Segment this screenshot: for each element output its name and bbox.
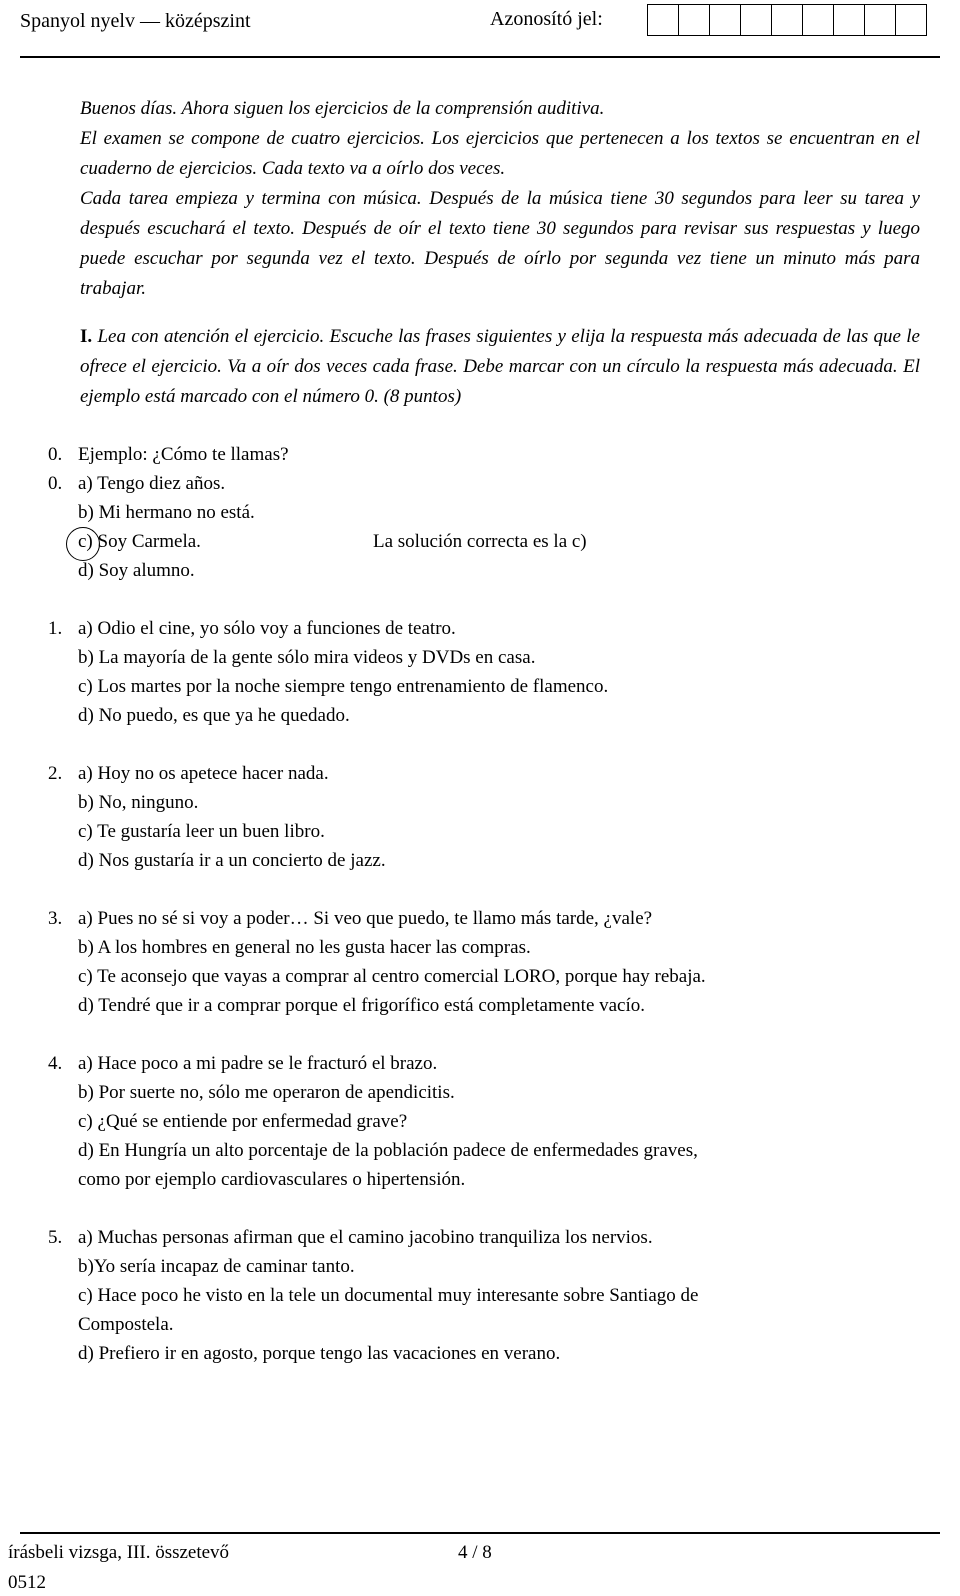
footer-exam-label: írásbeli vizsga, III. összetevő: [8, 1542, 230, 1563]
item-number: 0.: [48, 444, 63, 465]
option-text[interactable]: d) Tendré que ir a comprar porque el frigorífico está completamente vacío.: [78, 995, 646, 1016]
option-text[interactable]: d) Nos gustaría ir a un concierto de jazz.: [78, 850, 386, 871]
option-text[interactable]: b) A los hombres en general no les gusta hacer las compras.: [78, 937, 531, 958]
option-line: [48, 759, 918, 788]
option-line: [48, 1049, 918, 1078]
option-line: [48, 962, 918, 991]
question-list: [48, 440, 918, 1368]
id-label: Azonosító jel:: [490, 8, 603, 30]
intro-paragraph: Cada tarea empieza y termina con música. Después de la música tiene 30 segundos para leer su tarea y después escuchará el texto. Después de oír el texto tiene 30 segundos para revisar sus respuestas y luego puede escuchar por segunda vez el texto. Después de oírlo por segunda vez tiene un minuto más para trabajar.: [80, 188, 920, 299]
intro-paragraph: El examen se compone de cuatro ejercicios. Los ejercicios que pertenecen a los textos se encuentran en el cuaderno de ejercicios. Cada texto va a oírlo dos veces.: [80, 128, 920, 179]
option-line: [48, 498, 918, 527]
task-text: Lea con atención el ejercicio. Escuche las frases siguientes y elija la respuesta más adecuada de las que le ofrece el ejercicio. Va a oír dos veces cada frase. Debe marcar con un círculo la respuesta más adecuada. El ejemplo está marcado con el número 0. (8 puntos): [80, 326, 920, 407]
option-text[interactable]: b)Yo sería incapaz de caminar tanto.: [78, 1256, 355, 1277]
option-line: [48, 1107, 918, 1136]
item-number: 0.: [48, 473, 63, 494]
option-line: [48, 527, 918, 556]
option-text[interactable]: d) No puedo, es que ya he quedado.: [78, 705, 350, 726]
option-line: [48, 1281, 918, 1310]
item-number: 4.: [48, 1053, 63, 1074]
option-line: [48, 846, 918, 875]
intro-text: [80, 94, 920, 304]
option-text[interactable]: d) En Hungría un alto porcentaje de la población padece de enfermedades graves,: [78, 1140, 698, 1161]
option-line: [48, 1078, 918, 1107]
item-number: 1.: [48, 618, 63, 639]
option-text[interactable]: b) Por suerte no, sólo me operaron de apendicitis.: [78, 1082, 455, 1103]
item-number: 2.: [48, 763, 63, 784]
id-boxes: [648, 4, 927, 36]
task-instruction: [80, 322, 920, 412]
option-line: [48, 1165, 918, 1194]
footer-code: 0512: [8, 1572, 46, 1593]
page-number: 4 / 8: [458, 1542, 492, 1563]
option-line: [48, 991, 918, 1020]
option-text[interactable]: Compostela.: [78, 1314, 174, 1335]
subject-title: Spanyol nyelv — középszint: [20, 10, 251, 32]
option-line: [48, 933, 918, 962]
option-line: [48, 817, 918, 846]
item-number: 3.: [48, 908, 63, 929]
id-box[interactable]: [864, 4, 896, 36]
option-text[interactable]: b) La mayoría de la gente sólo mira videos y DVDs en casa.: [78, 647, 536, 668]
option-text[interactable]: c) Los martes por la noche siempre tengo entrenamiento de flamenco.: [78, 676, 609, 697]
option-text[interactable]: c) ¿Qué se entiende por enfermedad grave?: [78, 1111, 408, 1132]
option-text[interactable]: d) Soy alumno.: [78, 560, 195, 581]
option-line: [48, 788, 918, 817]
id-box[interactable]: [833, 4, 865, 36]
option-text[interactable]: b) Mi hermano no está.: [78, 502, 255, 523]
option-text[interactable]: c) Te aconsejo que vayas a comprar al centro comercial LORO, porque hay rebaja.: [78, 966, 706, 987]
option-line: [48, 701, 918, 730]
id-box[interactable]: [647, 4, 679, 36]
example-question: Ejemplo: ¿Cómo te llamas?: [78, 444, 289, 465]
example-prompt: [48, 440, 918, 469]
option-line: [48, 556, 918, 585]
option-line: [48, 1252, 918, 1281]
option-text[interactable]: a) Odio el cine, yo sólo voy a funciones de teatro.: [78, 618, 456, 639]
option-text[interactable]: c) Soy Carmela.: [78, 531, 201, 552]
id-box[interactable]: [709, 4, 741, 36]
id-box[interactable]: [678, 4, 710, 36]
option-text[interactable]: a) Muchas personas afirman que el camino jacobino tranquiliza los nervios.: [78, 1227, 653, 1248]
option-text[interactable]: a) Hoy no os apetece hacer nada.: [78, 763, 329, 784]
option-line: [48, 469, 918, 498]
option-text[interactable]: d) Prefiero ir en agosto, porque tengo las vacaciones en verano.: [78, 1343, 561, 1364]
id-box[interactable]: [895, 4, 927, 36]
option-text[interactable]: c) Hace poco he visto en la tele un documental muy interesante sobre Santiago de: [78, 1285, 699, 1306]
page-header: [0, 0, 960, 60]
option-text[interactable]: c) Te gustaría leer un buen libro.: [78, 821, 325, 842]
option-line: [48, 1310, 918, 1339]
option-line: [48, 672, 918, 701]
option-line: [48, 1136, 918, 1165]
option-line: [48, 643, 918, 672]
option-text[interactable]: a) Hace poco a mi padre se le fracturó el brazo.: [78, 1053, 438, 1074]
id-box[interactable]: [740, 4, 772, 36]
header-divider: [20, 56, 940, 58]
task-number: I.: [80, 326, 93, 347]
option-line: [48, 1223, 918, 1252]
option-line: [48, 904, 918, 933]
footer-divider: [20, 1532, 940, 1534]
option-line: [48, 1339, 918, 1368]
option-text[interactable]: a) Pues no sé si voy a poder… Si veo que puedo, te llamo más tarde, ¿vale?: [78, 908, 653, 929]
option-text[interactable]: b) No, ninguno.: [78, 792, 199, 813]
intro-paragraph: Buenos días. Ahora siguen los ejercicios de la comprensión auditiva.: [80, 98, 605, 119]
id-box[interactable]: [771, 4, 803, 36]
option-line: [48, 614, 918, 643]
option-text[interactable]: a) Tengo diez años.: [78, 473, 226, 494]
item-number: 5.: [48, 1227, 63, 1248]
example-solution: La solución correcta es la c): [373, 531, 587, 552]
option-text[interactable]: como por ejemplo cardiovasculares o hipertensión.: [78, 1169, 466, 1190]
id-box[interactable]: [802, 4, 834, 36]
